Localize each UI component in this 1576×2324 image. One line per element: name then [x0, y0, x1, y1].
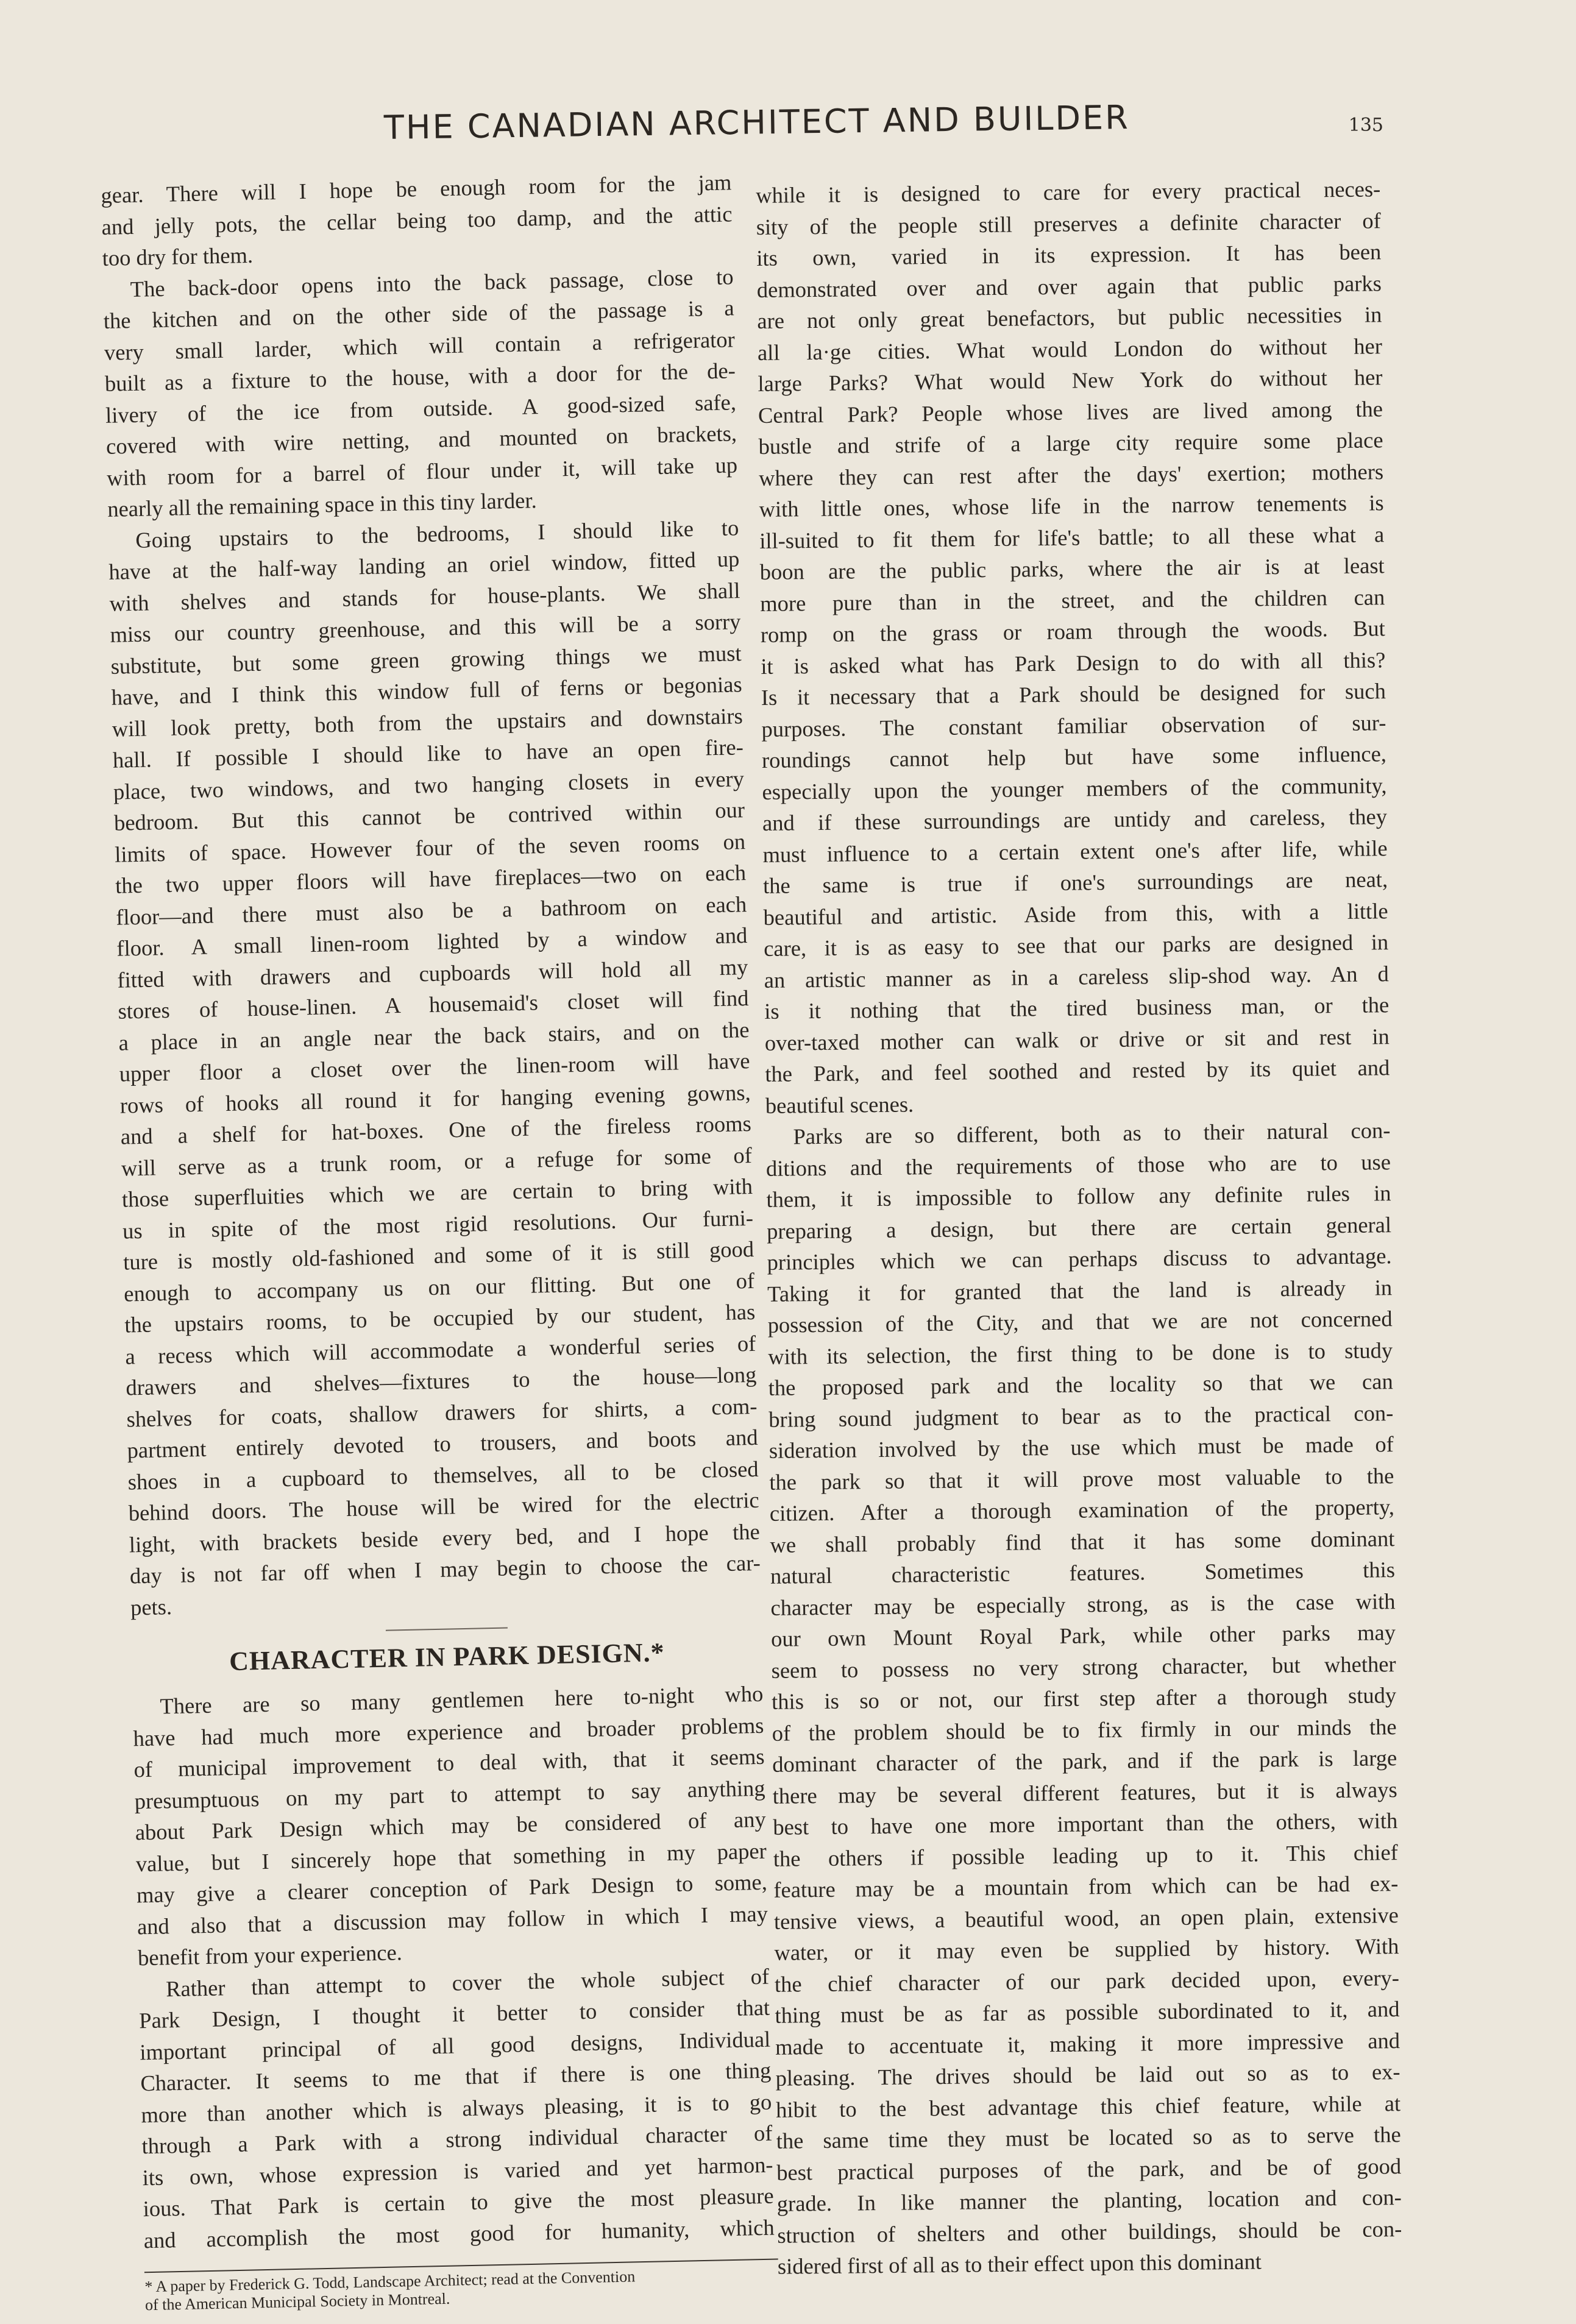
text-line: have at the half-way landing an oriel window, fitted up [108, 546, 740, 584]
text-line: rows of hooks all round it for hanging evening gowns, [119, 1079, 751, 1118]
text-line: with room for a barrel of flour under it, will take up [106, 452, 738, 491]
text-line: the chief character of our park decided upon, every- [774, 1964, 1400, 1997]
text-line: we shall probably find that it has some dominant [770, 1525, 1395, 1557]
text-line: preparing a design, but there are certain general [766, 1211, 1392, 1244]
text-line: is it nothing that the tired business man, or the [764, 992, 1390, 1024]
text-line: more pure than in the street, and the children can [760, 584, 1385, 616]
text-line: place, two windows, and two hanging closets in every [113, 765, 745, 804]
text-line: ious. That Park is certain to give the most pleasure [143, 2183, 774, 2222]
footnote-line: * A paper by Frederick G. Todd, Landscape Architect; read at the Convention [144, 2267, 636, 2296]
text-line: have had much more experience and broader problems [133, 1712, 764, 1751]
text-line: made to accentuate it, making it more impressive and [775, 2027, 1400, 2060]
running-title: THE CANADIAN ARCHITECT AND BUILDER [383, 97, 1131, 147]
text-line: there may be several different features, but it is always [772, 1776, 1397, 1809]
text-line: bustle and strife of a large city require some place [758, 427, 1383, 459]
text-line: fitted with drawers and cupboards will hold all my [117, 954, 748, 993]
text-line: beautiful scenes. [765, 1091, 914, 1118]
text-line: large Parks? What would New York do without her [758, 364, 1383, 396]
text-line: water, or it may even be supplied by history. With [774, 1933, 1399, 1965]
text-line: an artistic manner as in a careless slip-shod way. An d [764, 960, 1389, 993]
text-line: floor. A small linen-room lighted by a window and [116, 923, 748, 961]
text-line: purposes. The constant familiar observation of sur- [761, 709, 1386, 742]
article-title: CHARACTER IN PARK DESIGN.* [229, 1637, 666, 1677]
article-divider [385, 1628, 507, 1631]
text-line: a recess which will accommodate a wonderful series of [125, 1330, 756, 1369]
text-line: over-taxed mother can walk or drive or sit and rest in [764, 1023, 1390, 1055]
text-line: roundings cannot help but have some influence, [761, 741, 1387, 773]
text-line: will look pretty, both from the upstairs and downstairs [112, 703, 744, 742]
left-column-body [101, 166, 761, 1623]
text-line: Rather than attempt to cover the whole subject of [165, 1963, 770, 2001]
text-line: bedroom. But this cannot be contrived within our [113, 797, 745, 835]
right-column-body [756, 173, 1402, 2282]
text-line: and also that a discussion may follow in which I may [137, 1901, 768, 1939]
text-line: ture is mostly old-fashioned and some of it is still good [122, 1236, 754, 1275]
text-line: livery of the ice from outside. A good-sized safe, [105, 389, 737, 428]
text-line: possession of the City, and that we are not concerned [767, 1306, 1393, 1337]
text-line: and a shelf for hat-boxes. One of the fireless rooms [120, 1110, 752, 1149]
text-line: those superfluities which we are certain to bring with [121, 1173, 753, 1212]
text-line: built as a fixture to the house, with a door for the de- [104, 358, 736, 396]
text-line: the park so that it will prove most valuable to the [769, 1462, 1394, 1495]
text-line: and jelly pots, the cellar being too damp, and the attic [101, 200, 733, 239]
text-line: Taking it for granted that the land is already in [767, 1274, 1393, 1306]
text-line: care, it is as easy to see that our parks are designed in [763, 929, 1389, 961]
text-line: the upstairs rooms, to be occupied by our student, has [124, 1298, 756, 1337]
text-line: them, it is impossible to follow any definite rules in [766, 1180, 1391, 1212]
text-line: too dry for them. [102, 242, 254, 271]
text-line: us in spite of the most rigid resolutions. Our furni- [122, 1205, 754, 1244]
text-line: limits of space. However four of the seven rooms on [114, 828, 746, 867]
text-line: ill-suited to fit them for life's battle; to all these what a [759, 521, 1385, 553]
text-line: where they can rest after the days' exertion; mothers [758, 458, 1384, 491]
text-line: Park Design, I thought it better to consider that [138, 1994, 770, 2033]
right-column [756, 173, 1402, 2282]
text-line: our own Mount Royal Park, while other parks may [770, 1620, 1396, 1651]
text-line: Character. It seems to me that if there is one thing [140, 2057, 772, 2096]
text-line: stores of house-linen. A housemaid's closet will find [118, 985, 749, 1024]
text-line: seem to possess no very strong character, but whether [771, 1651, 1396, 1683]
text-line: presumptuous on my part to attempt to say anything [134, 1775, 765, 1813]
text-line: best to have one more important than the others, with [773, 1808, 1398, 1840]
text-line: must influence to a certain extent one's after life, while [762, 835, 1388, 867]
text-line: beautiful and artistic. Aside from this, with a little [763, 898, 1388, 930]
text-line: the two upper floors will have fireplaces—two on each [115, 860, 747, 898]
footnote-line: of the American Municipal Society in Montreal. [144, 2289, 450, 2314]
text-line: shoes in a cupboard to themselves, all to be closed [127, 1456, 759, 1495]
text-line: the same is true if one's surroundings are neat, [762, 866, 1388, 898]
text-line: hibit to the best advantage this chief feature, while at [775, 2090, 1401, 2122]
text-line: all la·ge cities. What would London do without her [757, 333, 1383, 365]
text-line: especially upon the younger members of the community, [762, 772, 1387, 804]
text-line: ditions and the requirements of those who are to use [765, 1149, 1391, 1181]
text-line: thing must be as far as possible subordinated to it, and [775, 1996, 1400, 2028]
text-line: it is asked what has Park Design to do with all this? [761, 647, 1386, 679]
text-line: partment entirely devoted to trousers, and boots and [127, 1424, 758, 1463]
text-line: more than another which is always pleasing, it is to go [141, 2089, 772, 2127]
text-line: the Park, and feel soothed and rested by its quiet and [765, 1055, 1390, 1086]
article-body [132, 1678, 775, 2256]
text-line: Central Park? People whose lives are lived among the [758, 395, 1383, 428]
text-line: its own, whose expression is varied and yet harmon- [142, 2152, 773, 2190]
text-line: of the problem should be to fix firmly in our minds the [772, 1713, 1397, 1746]
text-line: while it is designed to care for every practical neces- [756, 176, 1381, 208]
text-line: romp on the grass or roam through the woods. But [760, 615, 1385, 647]
page-header [305, 97, 1396, 163]
text-line: with shelves and stands for house-plants. We shall [109, 577, 740, 616]
text-line: dominant character of the park, and if the park is large [772, 1745, 1397, 1777]
text-line: have, and I think this window full of ferns or begonias [111, 671, 742, 710]
text-line: this is so or not, our first step after a thorough study [771, 1682, 1397, 1714]
text-line: demonstrated over and over again that public parks [756, 270, 1382, 302]
text-line: drawers and shelves—fixtures to the house—long [126, 1361, 757, 1400]
text-line: the others if possible leading up to it. This chief [773, 1839, 1399, 1871]
text-line: miss our country greenhouse, and this will be a sorry [110, 609, 741, 647]
text-line: gear. There will I hope be enough room for the jam [101, 169, 732, 208]
text-line: and if these surroundings are untidy and careless, they [762, 804, 1388, 835]
text-line: enough to accompany us on our flitting. But one of [123, 1267, 755, 1306]
text-line: benefit from your experience. [137, 1940, 403, 1971]
text-line: sideration involved by the use which must be made of [768, 1431, 1394, 1463]
text-line: pleasing. The drives should be laid out so as to ex- [775, 2059, 1400, 2091]
text-line: a place in an angle near the back stairs, and on the [118, 1016, 750, 1055]
text-line: the proposed park and the locality so that we can [768, 1369, 1393, 1400]
text-line: struction of shelters and other buildings, should be con- [777, 2216, 1402, 2248]
text-line: day is not far off when I may begin to choose the car- [129, 1550, 761, 1589]
text-line: the kitchen and on the other side of the passage is a [103, 295, 735, 333]
text-line: through a Park with a strong individual character of [141, 2120, 773, 2159]
text-line: principles which we can perhaps discuss to advantage. [767, 1243, 1392, 1275]
text-line: covered with wire netting, and mounted on brackets, [105, 420, 737, 459]
text-line: The back-door opens into the back passage, close to [130, 263, 734, 302]
text-line: sidered first of all as to their effect upon this dominant [777, 2248, 1262, 2279]
text-line: upper floor a closet over the linen-room will have [119, 1048, 750, 1086]
text-line: and accomplish the most good for humanity, which [143, 2214, 775, 2253]
text-line: very small larder, which will contain a refrigerator [104, 326, 736, 365]
text-line: shelves for coats, shallow drawers for shirts, a com- [126, 1393, 758, 1432]
text-line: value, but I sincerely hope that something in my paper [135, 1838, 767, 1876]
text-line: with its selection, the first thing to be done is to study [768, 1337, 1393, 1369]
text-line: will serve as a trunk room, or a refuge for some of [121, 1142, 753, 1181]
text-line: feature may be a mountain from which can be had ex- [773, 1871, 1399, 1902]
text-line: tensive views, a beautiful wood, an open plain, extensive [773, 1902, 1399, 1934]
page-number: 135 [1348, 115, 1383, 136]
text-line: Is it necessary that a Park should be designed for such [761, 678, 1386, 710]
text-line: of municipal improvement to deal with, that it seems [133, 1743, 765, 1782]
text-line: floor—and there must also be a bathroom on each [115, 891, 747, 930]
text-line: important principal of all good designs, Individual [139, 2026, 771, 2064]
text-line: natural characteristic features. Sometimes this [770, 1557, 1396, 1589]
text-line: Parks are so different, both as to their natural con- [793, 1118, 1391, 1149]
text-line: its own, varied in its expression. It has been [756, 239, 1382, 271]
text-line: sity of the people still preserves a definite character of [756, 207, 1381, 239]
text-line: light, with brackets beside every bed, and I hope the [129, 1518, 761, 1557]
text-line: boon are the public parks, where the air is at least [759, 553, 1385, 584]
text-line: hall. If possible I should like to have an open fire- [112, 734, 744, 773]
text-line: with little ones, whose life in the narrow tenements is [759, 490, 1384, 522]
text-line: character may be especially strong, as is the case with [770, 1588, 1396, 1620]
text-line: may give a clearer conception of Park Design to some, [136, 1869, 768, 1908]
text-line: bring sound judgment to bear as to the practical con- [768, 1400, 1394, 1432]
text-line: citizen. After a thorough examination of the property, [769, 1494, 1395, 1526]
text-line: are not only great benefactors, but public necessities in [757, 302, 1382, 333]
footnote [144, 2265, 776, 2315]
text-line: the same time they must be located so as to serve the [776, 2122, 1401, 2153]
text-line: pets. [130, 1593, 172, 1620]
text-line: behind doors. The house will be wired for the electric [128, 1487, 760, 1526]
left-column [101, 166, 776, 2314]
text-line: substitute, but some green growing things we must [110, 640, 742, 679]
text-line: about Park Design which may be considered of any [135, 1806, 767, 1845]
text-line: grade. In like manner the planting, location and con- [776, 2184, 1402, 2216]
text-line: best practical purposes of the park, and be of good [776, 2153, 1402, 2185]
text-line: nearly all the remaining space in this tiny larder. [107, 487, 538, 522]
text-line: There are so many gentlemen here to-night who [160, 1681, 764, 1719]
text-line: Going upstairs to the bedrooms, I should like to [135, 514, 739, 553]
